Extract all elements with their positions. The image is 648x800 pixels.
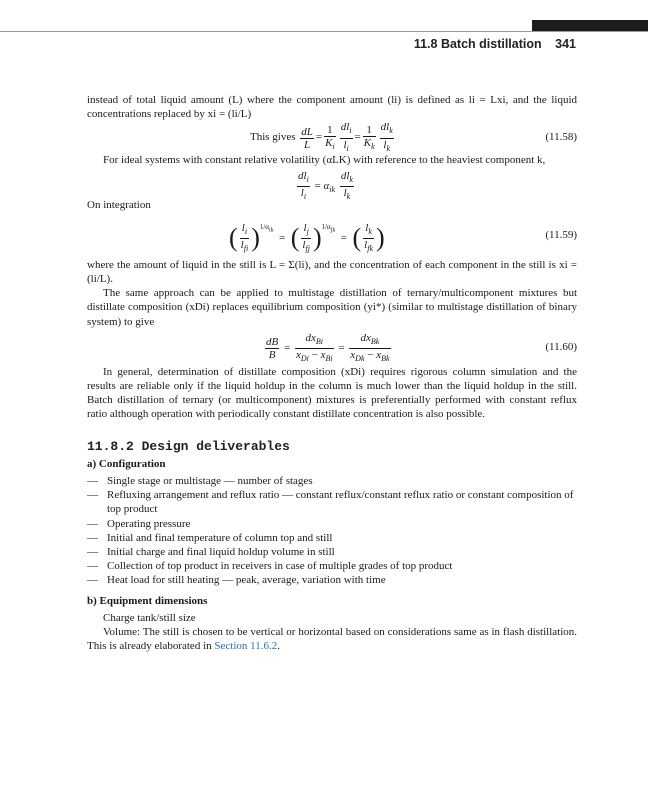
list-item: — Initial charge and final liquid holdup volume in still: [87, 545, 577, 559]
equation-11-60-body: $\frac{dB}{B}$ = $\frac{dx_{Bi}}{x_{Di} - x_{Bi}}$ = $\frac{dx_{Bk}}{x_{Dk} - x_{Bk}}$: [266, 331, 390, 364]
fraction-dL-L: $\frac{dL}{L}$: [301, 125, 313, 151]
page-content: [87, 93, 577, 653]
fraction-one-over-Ki: $\frac{1}{K_i}$: [325, 123, 335, 151]
equation-11-59: [87, 212, 577, 258]
section-11-6-2-link[interactable]: Section 11.6.2: [214, 640, 278, 653]
fraction-dli-li: $\frac{dl_i}{l_i}$: [340, 121, 352, 153]
fraction-dlk-lk: $\frac{dl_k}{l_k}$: [380, 121, 393, 153]
equation-11-60: [87, 329, 577, 365]
this-gives-label: This gives: [250, 131, 296, 144]
fraction-lk-lfk: $\frac{l_k}{l_{fk}}$: [364, 221, 374, 253]
list-item: — Collection of top product in receivers in case of multiple grades of top product: [87, 559, 577, 573]
fraction-dxBk: $\frac{dx_{Bk}}{x_{Dk} - x_{Bk}}$: [350, 331, 390, 364]
fraction-one-over-Kk: $\frac{1}{K_k}$: [363, 123, 375, 151]
equation-volatility-body: $\frac{dl_i}{l_i}$ = $\alpha_{ik}$ $\frac{dl_k}{l_k}$: [298, 169, 353, 201]
header-bar-decoration: [532, 20, 648, 31]
paragraph-intro: instead of total liquid amount (L) where the component amount (li) is defined as li = Lxi, and the liquid concentrations replaced by xi = (li/L): [87, 94, 577, 121]
header-rule: [0, 31, 648, 32]
list-item: — Refluxing arrangement and reflux ratio — constant reflux/constant reflux ratio or constant composition of top product: [87, 488, 577, 516]
volume-period: .: [277, 640, 280, 653]
paragraph-volume: [87, 625, 577, 653]
equation-number-11-60: (11.60): [545, 340, 577, 353]
paragraph-multistage: The same approach can be applied to multistage distillation of ternary/multicomponent mixtures but distillate composition (xDi) replaces equilibrium composition (yi*) (similar to multistage distillation of binary system) to give: [87, 287, 577, 328]
list-item: — Single stage or multistage — number of stages: [87, 474, 577, 488]
equation-11-58: [87, 121, 577, 153]
section-heading-design-deliverables: 11.8.2 Design deliverables: [87, 438, 290, 454]
fraction-li-lfi: $\frac{l_i}{l_{fi}}$: [240, 221, 249, 253]
equation-number-11-59: (11.59): [545, 228, 577, 241]
fraction-dli-li-2: $\frac{dl_i}{l_i}$: [298, 169, 309, 201]
list-item: — Operating pressure: [87, 517, 577, 531]
paragraph-still-amount: where the amount of liquid in the still is L = Σ(li), and the concentration of each component in the still is xi = (li/L).: [87, 258, 577, 286]
on-integration-label: On integration: [87, 198, 151, 211]
subheading-configuration: a) Configuration: [87, 457, 166, 470]
volume-text: Volume: The still is chosen to be vertical or horizontal based on considerations same as in flash distillation. This is already elaborated in: [87, 626, 577, 653]
page-number: 341: [555, 37, 576, 51]
paragraph-general: In general, determination of distillate composition (xDi) requires rigorous column simulation and the results are reliable only if the liquid holdup in the column is much lower than the liquid holdup in the still. Batch distillation of ternary (or multicomponent) mixtures is preferentially performed with constant reflux ratio although operation with periodically constant distillate concentration is also possible.: [87, 365, 577, 421]
running-header-section: 11.8 Batch distillation: [413, 37, 542, 51]
fraction-dxBi: $\frac{dx_{Bi}}{x_{Di} - x_{Bi}}$: [295, 331, 333, 364]
equation-volatility: [87, 168, 577, 201]
equation-11-59-body: ( $\frac{l_i}{l_{fi}}$ )$^{1/\alpha_{ik}}$ = ( $\frac{l_j}{l_{fj}}$ )$^{1/\alpha_{jk}}$ = ( $\frac{l_k}{l_{fk}}$ ): [229, 221, 385, 253]
configuration-list: [87, 474, 577, 588]
list-item: — Initial and final temperature of column top and still: [87, 531, 577, 545]
list-item: — Heat load for still heating — peak, average, variation with time: [87, 573, 577, 587]
subheading-equipment-dimensions: b) Equipment dimensions: [87, 594, 208, 607]
fraction-dB-B: $\frac{dB}{B}$: [266, 336, 279, 362]
paragraph-ideal-systems: For ideal systems with constant relative volatility (αLK) with reference to the heaviest component k,: [103, 154, 546, 167]
running-header: [414, 37, 576, 51]
equation-number-11-58: (11.58): [545, 131, 577, 144]
charge-tank-label: Charge tank/still size: [103, 611, 196, 624]
fraction-lj-lfj: $\frac{l_j}{l_{fj}}$: [302, 221, 310, 253]
fraction-dlk-lk-2: $\frac{dl_k}{l_k}$: [340, 169, 353, 201]
equation-11-58-body: This gives $\frac{dL}{L}$ = $\frac{1}{K_i}$ $\frac{dl_i}{l_i}$ = $\frac{1}{K_k}$ $\frac{dl_k}{l_k}$: [250, 121, 393, 153]
